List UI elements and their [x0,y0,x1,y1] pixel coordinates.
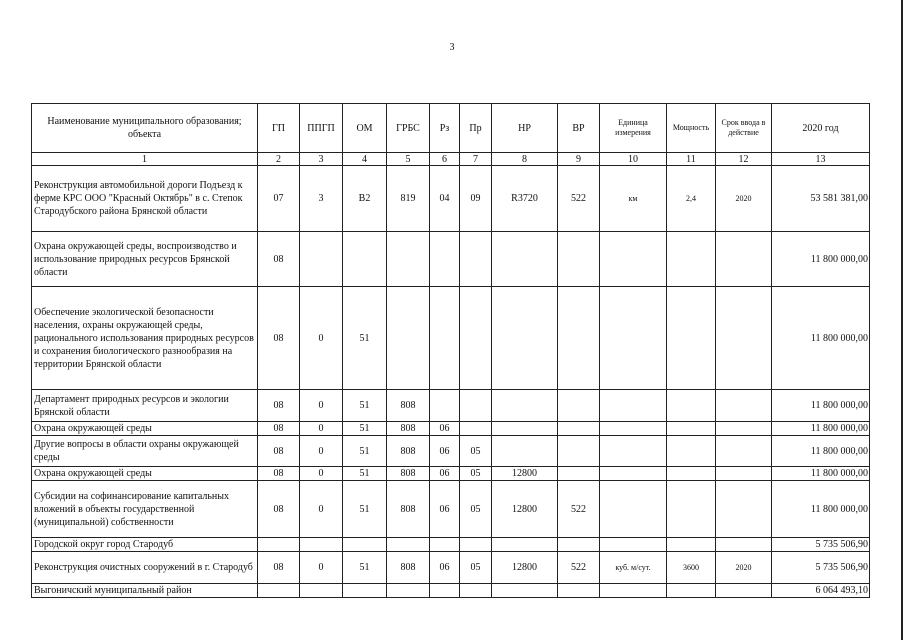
rz-code: 06 [430,422,460,436]
gp-code: 08 [258,436,300,467]
rz-code: 06 [430,436,460,467]
grbs-code: 819 [387,166,430,232]
object-name: Охрана окружающей среды, воспроизводство и использование природных ресурсов Брянской области [32,232,258,287]
unit-of-measure [600,390,667,422]
amount-2020: 11 800 000,00 [772,467,870,481]
pr-code: 09 [460,166,492,232]
gp-code [258,584,300,598]
amount-2020: 11 800 000,00 [772,436,870,467]
unit-of-measure: км [600,166,667,232]
grbs-code: 808 [387,467,430,481]
vr-code [558,287,600,390]
vr-code: 522 [558,481,600,538]
grbs-code [387,287,430,390]
nr-code [492,390,558,422]
object-name: Обеспечение экологической безопасности населения, охраны окружающей среды, рационального использования природных ресурсов и сохранения биологического разнообразия на территории Брянской области [32,287,258,390]
nr-code: 12800 [492,481,558,538]
capacity [667,436,716,467]
header-row [32,104,870,153]
rz-code [430,232,460,287]
commissioning-year [716,467,772,481]
commissioning-year [716,390,772,422]
header-cell: ОМ [343,104,387,153]
unit-of-measure [600,467,667,481]
capacity [667,287,716,390]
header-cell: Рз [430,104,460,153]
table-row [32,232,870,287]
table-row [32,584,870,598]
column-number: 3 [300,153,343,166]
object-name: Реконструкция автомобильной дороги Подъезд к ферме КРС ООО "Красный Октябрь" в с. Степок Стародубского района Брянской области [32,166,258,232]
table-row [32,538,870,552]
column-number: 1 [32,153,258,166]
header-cell: Срок ввода в действие [716,104,772,153]
page-edge-line [901,0,903,640]
om-code: 51 [343,422,387,436]
capacity [667,467,716,481]
pr-code [460,422,492,436]
pr-code [460,538,492,552]
table-row [32,390,870,422]
pr-code [460,390,492,422]
column-number: 4 [343,153,387,166]
commissioning-year [716,436,772,467]
nr-code [492,538,558,552]
column-number: 8 [492,153,558,166]
amount-2020: 53 581 381,00 [772,166,870,232]
ppgp-code: 0 [300,436,343,467]
amount-2020: 5 735 506,90 [772,538,870,552]
object-name: Департамент природных ресурсов и экологии Брянской области [32,390,258,422]
grbs-code: 808 [387,481,430,538]
gp-code: 07 [258,166,300,232]
amount-2020: 6 064 493,10 [772,584,870,598]
grbs-code [387,584,430,598]
rz-code: 04 [430,166,460,232]
gp-code [258,538,300,552]
table-row [32,436,870,467]
om-code: В2 [343,166,387,232]
om-code: 51 [343,467,387,481]
commissioning-year: 2020 [716,552,772,584]
vr-code [558,436,600,467]
table-row [32,287,870,390]
object-name: Реконструкция очистных сооружений в г. Стародуб [32,552,258,584]
commissioning-year: 2020 [716,166,772,232]
commissioning-year [716,422,772,436]
amount-2020: 11 800 000,00 [772,287,870,390]
amount-2020: 5 735 506,90 [772,552,870,584]
om-code [343,538,387,552]
gp-code: 08 [258,552,300,584]
grbs-code [387,538,430,552]
vr-code [558,584,600,598]
header-cell: Мощность [667,104,716,153]
ppgp-code [300,584,343,598]
header-cell: 2020 год [772,104,870,153]
amount-2020: 11 800 000,00 [772,422,870,436]
object-name: Выгоничский муниципальный район [32,584,258,598]
commissioning-year [716,538,772,552]
header-cell: ППГП [300,104,343,153]
table-row [32,166,870,232]
om-code: 51 [343,552,387,584]
capacity [667,481,716,538]
object-name: Охрана окружающей среды [32,467,258,481]
om-code [343,232,387,287]
capacity: 3600 [667,552,716,584]
nr-code [492,584,558,598]
capacity [667,538,716,552]
table-row [32,422,870,436]
rz-code [430,584,460,598]
ppgp-code: 0 [300,390,343,422]
pr-code: 05 [460,436,492,467]
rz-code: 06 [430,481,460,538]
ppgp-code: 0 [300,467,343,481]
unit-of-measure [600,584,667,598]
gp-code: 08 [258,390,300,422]
om-code [343,584,387,598]
header-cell: Наименование муниципального образования; объекта [32,104,258,153]
column-number: 9 [558,153,600,166]
unit-of-measure [600,436,667,467]
vr-code [558,422,600,436]
vr-code [558,467,600,481]
grbs-code [387,232,430,287]
gp-code: 08 [258,467,300,481]
pr-code [460,584,492,598]
gp-code: 08 [258,481,300,538]
om-code: 51 [343,436,387,467]
unit-of-measure [600,232,667,287]
om-code: 51 [343,390,387,422]
object-name: Охрана окружающей среды [32,422,258,436]
column-number: 12 [716,153,772,166]
vr-code [558,538,600,552]
capacity [667,232,716,287]
nr-code: 12800 [492,467,558,481]
nr-code [492,436,558,467]
object-name: Другие вопросы в области охраны окружающей среды [32,436,258,467]
table-row [32,552,870,584]
gp-code: 08 [258,232,300,287]
pr-code: 05 [460,552,492,584]
commissioning-year [716,584,772,598]
header-cell: Пр [460,104,492,153]
column-number: 13 [772,153,870,166]
rz-code [430,287,460,390]
unit-of-measure [600,422,667,436]
nr-code [492,287,558,390]
rz-code: 06 [430,467,460,481]
gp-code: 08 [258,422,300,436]
nr-code: 12800 [492,552,558,584]
unit-of-measure [600,481,667,538]
header-cell: Единица измерения [600,104,667,153]
column-number: 10 [600,153,667,166]
ppgp-code: 0 [300,287,343,390]
pr-code: 05 [460,481,492,538]
amount-2020: 11 800 000,00 [772,481,870,538]
header-cell: ВР [558,104,600,153]
header-cell: ГП [258,104,300,153]
amount-2020: 11 800 000,00 [772,390,870,422]
rz-code [430,390,460,422]
ppgp-code [300,232,343,287]
commissioning-year [716,481,772,538]
ppgp-code: 0 [300,481,343,538]
ppgp-code: 0 [300,422,343,436]
commissioning-year [716,232,772,287]
amount-2020: 11 800 000,00 [772,232,870,287]
column-number: 6 [430,153,460,166]
table-row [32,467,870,481]
rz-code [430,538,460,552]
om-code: 51 [343,481,387,538]
nr-code [492,232,558,287]
column-number: 11 [667,153,716,166]
unit-of-measure [600,287,667,390]
pr-code: 05 [460,467,492,481]
gp-code: 08 [258,287,300,390]
vr-code: 522 [558,552,600,584]
commissioning-year [716,287,772,390]
rz-code: 06 [430,552,460,584]
capacity [667,390,716,422]
vr-code [558,390,600,422]
capacity [667,584,716,598]
column-number: 2 [258,153,300,166]
header-cell: ГРБС [387,104,430,153]
vr-code: 522 [558,166,600,232]
unit-of-measure: куб. м/сут. [600,552,667,584]
object-name: Городской округ город Стародуб [32,538,258,552]
ppgp-code: 3 [300,166,343,232]
object-name: Субсидии на софинансирование капитальных вложений в объекты государственной (муниципальной) собственности [32,481,258,538]
om-code: 51 [343,287,387,390]
pr-code [460,287,492,390]
column-number: 7 [460,153,492,166]
grbs-code: 808 [387,422,430,436]
ppgp-code: 0 [300,552,343,584]
header-cell: НР [492,104,558,153]
vr-code [558,232,600,287]
table-row [32,481,870,538]
nr-code [492,422,558,436]
pr-code [460,232,492,287]
ppgp-code [300,538,343,552]
capacity: 2,4 [667,166,716,232]
nr-code: R3720 [492,166,558,232]
grbs-code: 808 [387,390,430,422]
capacity [667,422,716,436]
page-number: 3 [449,42,455,53]
column-number-row [32,153,870,166]
grbs-code: 808 [387,436,430,467]
column-number: 5 [387,153,430,166]
grbs-code: 808 [387,552,430,584]
budget-table [31,103,870,598]
unit-of-measure [600,538,667,552]
